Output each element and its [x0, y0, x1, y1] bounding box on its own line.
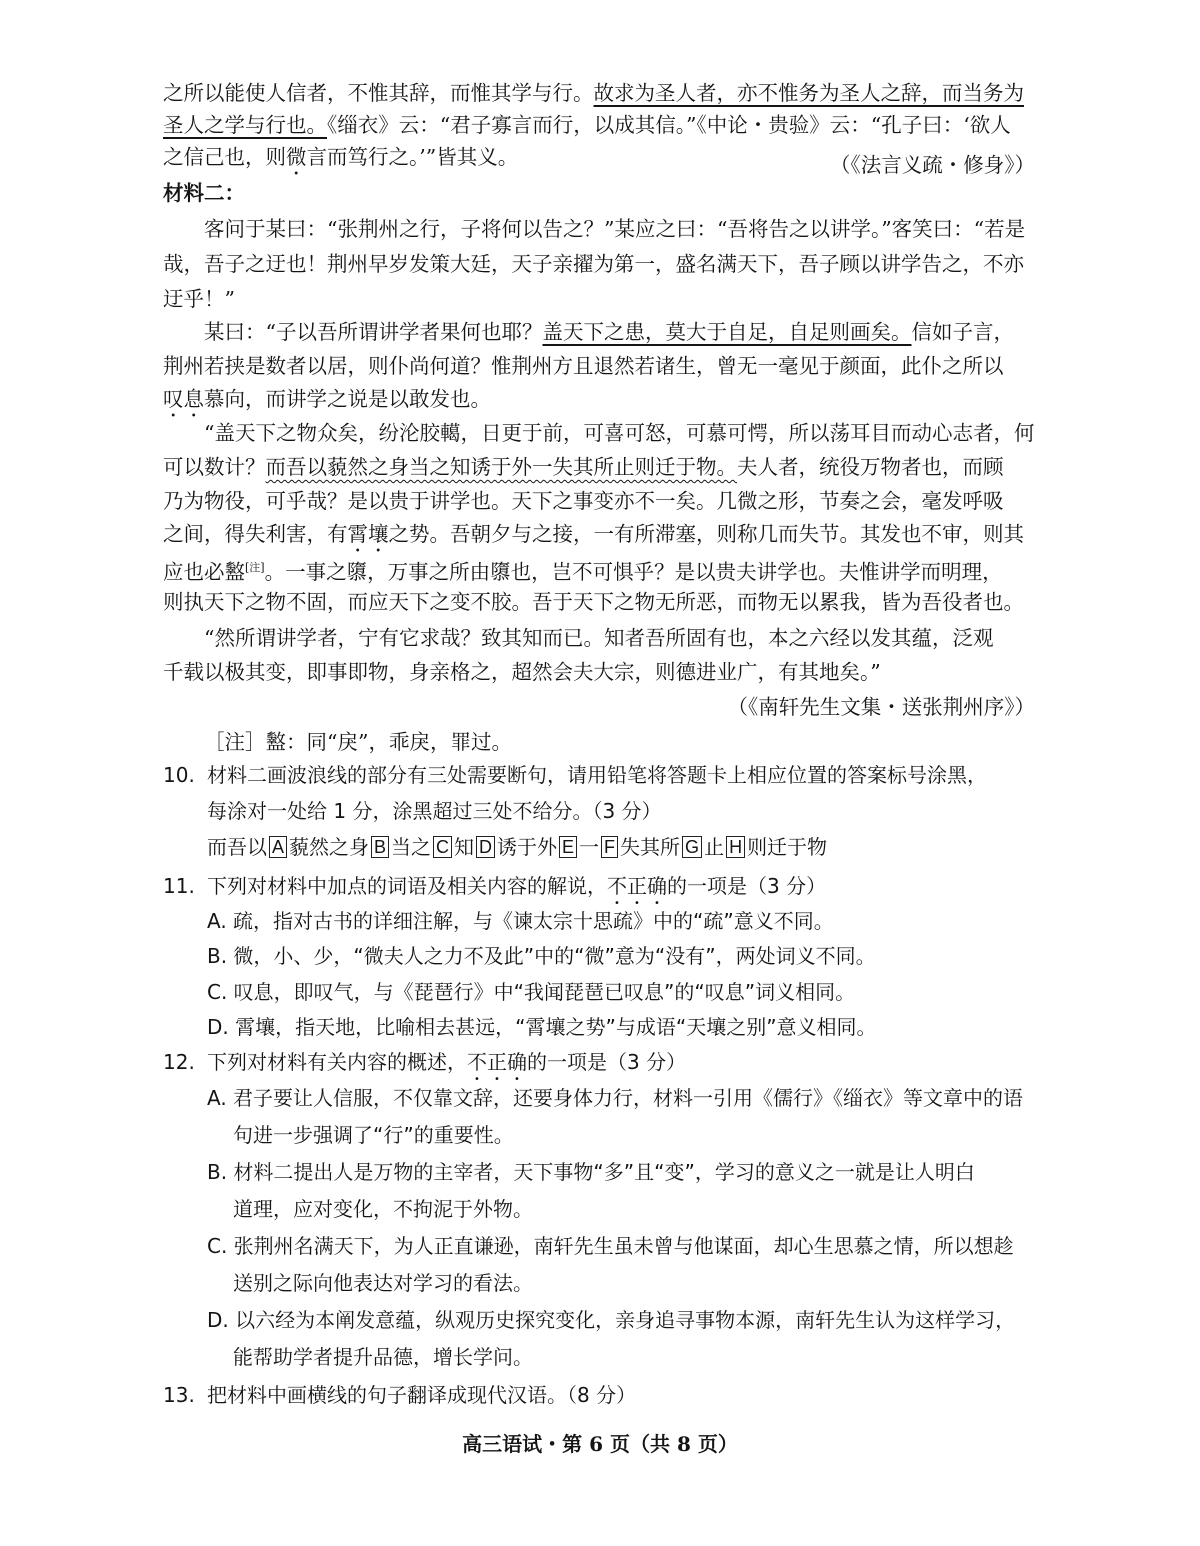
text-segment: 言而笃行之。’”皆其义。 — [306, 145, 519, 169]
dotted-word: 微 — [286, 145, 307, 169]
answer-box-d[interactable]: D — [476, 836, 495, 858]
m2-p2-line-2: 荆州若挟是数者以居，则仆尚何道？惟荆州方且退然若诸生，曾无一毫见于颜面，此仆之所以 — [163, 354, 1004, 378]
text-segment: 《缁衣》云：“君子寡言而行，以成其信。”《中论・贵验》云：“孔子曰：‘欲人 — [327, 113, 1011, 137]
m2-p3-line-6: 则执天下之物不固，而应天下之变不胶。吾于天下之物无所恶，而物无以累我，皆为吾役者也。 — [163, 590, 1024, 614]
q12-option-d-line-1: D. 以六经为本阐发意蕴，纵观历史探究变化，亲身追寻事物本源，南轩先生认为这样学习， — [207, 1308, 1016, 1332]
q11-option-d: D. 霄壤，指天地，比喻相去甚远，“霄壤之势”与成语“天壤之别”意义相同。 — [207, 1015, 877, 1039]
q12-stem — [207, 1047, 686, 1079]
m2-p2-line-3 — [163, 384, 491, 416]
material1-source: （《法言义疏・修身》） — [830, 153, 1035, 177]
underlined-sentence: 故求为圣人者，亦不惟务为圣人之辞，而当务为 — [593, 81, 1024, 105]
q12-option-d-line-2: 能帮助学者提升品德，增长学问。 — [233, 1345, 533, 1369]
material1-line-3 — [163, 142, 518, 174]
segment-text: 失其所 — [620, 835, 681, 859]
text-segment: 信如子言， — [911, 320, 1014, 344]
text-segment: 应也必盭 — [163, 559, 245, 584]
text-segment: 的一项是（3 分） — [667, 874, 827, 898]
text-segment: 可以数计？ — [163, 455, 266, 479]
wavy-underlined-sentence: 而吾以藐然之身当之知诱于外一失其所止则迁于物。 — [265, 455, 737, 479]
m2-p3-line-2 — [163, 452, 1004, 484]
answer-box-b[interactable]: B — [371, 836, 389, 858]
q10-stem-line-2: 每涂对一处给 1 分，涂黑超过三处不给分。（3 分） — [207, 799, 662, 823]
text-segment: 某曰：“子以吾所谓讲学者果何也耶？ — [204, 320, 543, 344]
m2-p3-line-3: 乃为物役，可乎哉？是以贵于讲学也。天下之事变亦不一矣。几微之形，节奏之会，毫发呼吸 — [163, 489, 1004, 513]
q12-number: 12. — [163, 1050, 195, 1074]
text-segment: 。一事之隳，万事之所由隳也，岂不可惧乎？是以贵夫讲学也。夫惟讲学而明理， — [264, 559, 1003, 584]
dotted-word: 霄壤 — [347, 522, 389, 546]
answer-box-c[interactable]: C — [433, 836, 452, 858]
text-segment: 之所以能使人信者，不惟其辞，而惟其学与行。 — [163, 81, 594, 105]
segment-text: 则迁于物 — [747, 835, 828, 859]
q11-number: 11. — [163, 874, 195, 898]
q10-number: 10. — [163, 763, 195, 787]
text-segment: 之势。吾朝夕与之接，一有所滞塞，则称几而失节。其发也不审，则其 — [388, 522, 1024, 546]
q11-stem — [207, 871, 826, 903]
q13-number: 13. — [163, 1383, 195, 1407]
answer-box-g[interactable]: G — [682, 836, 702, 858]
m2-p3-line-1: “盖天下之物众矣，纷沦胶轕，日更于前，可喜可怒，可慕可愕，所以荡耳目而动心志者，何 — [204, 421, 1035, 445]
text-segment: 之间，得失利害，有 — [163, 522, 348, 546]
q11-option-a: A. 疏，指对古书的详细注解，与《谏太宗十思疏》中的“疏”意义不同。 — [207, 909, 834, 933]
segment-text: 当之 — [391, 835, 432, 859]
material2-source: （《南轩先生文集・送张荆州序》） — [727, 695, 1035, 719]
dotted-word: 不正确 — [467, 1050, 527, 1074]
material2-note: ［注］盭：同“戾”，乖戾，罪过。 — [204, 730, 512, 754]
q11-option-b: B. 微，小、少，“微夫人之力不及此”中的“微”意为“没有”，两处词义不同。 — [207, 944, 876, 968]
text-segment: 下列对材料中加点的词语及相关内容的解说， — [207, 874, 607, 898]
footnote-mark: [注] — [245, 561, 265, 574]
q11-option-c: C. 叹息，即叹气，与《琵琶行》中“我闻琵琶已叹息”的“叹息”词义相同。 — [207, 980, 856, 1004]
segment-text: 藐然之身 — [289, 835, 370, 859]
underlined-sentence: 圣人之学与行也。 — [163, 113, 327, 137]
answer-box-h[interactable]: H — [726, 836, 745, 858]
q10-segment-line — [207, 832, 827, 864]
m2-p4-line-1: “然所谓讲学者，宁有它求哉？致其知而已。知者吾所固有也，本之六经以发其蕴，泛观 — [204, 626, 994, 650]
answer-box-f[interactable]: F — [601, 836, 618, 858]
m2-p3-line-4 — [163, 519, 1024, 551]
q10-stem-line-1: 材料二画波浪线的部分有三处需要断句，请用铅笔将答题卡上相应位置的答案标号涂黑， — [207, 763, 987, 787]
text-segment: 的一项是（3 分） — [527, 1050, 687, 1074]
q12-option-a-line-2: 句进一步强调了“行”的重要性。 — [233, 1123, 514, 1147]
text-segment: 夫人者，统役万物者也，而顾 — [737, 455, 1004, 479]
page-footer: 高三语试・第 6 页（共 8 页） — [462, 1432, 738, 1456]
m2-p4-line-2: 千载以极其变，即事即物，身亲格之，超然会夫大宗，则德进业广，有其地矣。” — [163, 660, 881, 684]
m2-p1-line-3: 迂乎！” — [163, 287, 235, 311]
dotted-word: 叹息 — [163, 387, 204, 411]
segment-text: 一 — [579, 835, 600, 859]
q12-option-a-line-1: A. 君子要让人信服，不仅靠文辞，还要身体力行，材料一引用《儒行》《缁衣》等文章中的语 — [207, 1086, 1024, 1110]
q13-stem: 把材料中画横线的句子翻译成现代汉语。（8 分） — [207, 1383, 637, 1407]
text-segment: 之信己也，则 — [163, 145, 286, 169]
text-segment: 慕向，而讲学之说是以敢发也。 — [204, 387, 491, 411]
m2-p3-line-5 — [163, 553, 1003, 585]
dotted-word: 不正确 — [607, 874, 667, 898]
segment-text: 而吾以 — [207, 835, 267, 859]
material2-heading: 材料二： — [163, 181, 245, 205]
q12-option-c-line-1: C. 张荆州名满天下，为人正直谦逊，南轩先生虽未曾与他谋面，却心生思慕之情，所以想趁 — [207, 1234, 1014, 1258]
material1-line-2 — [163, 110, 1011, 142]
m2-p1-line-2: 哉，吾子之迂也！荆州早岁发策大廷，天子亲擢为第一，盛名满天下，吾子顾以讲学告之，不亦 — [163, 252, 1024, 276]
m2-p2-line-1 — [204, 317, 1014, 349]
segment-text: 知 — [454, 835, 475, 859]
segment-text: 止 — [704, 835, 725, 859]
text-segment: 下列对材料有关内容的概述， — [207, 1050, 467, 1074]
q12-option-c-line-2: 送别之际向他表达对学习的看法。 — [233, 1271, 533, 1295]
q12-option-b-line-2: 道理，应对变化，不拘泥于外物。 — [233, 1197, 533, 1221]
answer-box-a[interactable]: A — [269, 836, 287, 858]
underlined-sentence: 盖天下之患，莫大于自足，自足则画矣。 — [542, 320, 912, 344]
material1-line-1 — [163, 78, 1024, 110]
q12-option-b-line-1: B. 材料二提出人是万物的主宰者，天下事物“多”且“变”，学习的意义之一就是让人明白 — [207, 1160, 975, 1184]
segment-text: 诱于外 — [497, 835, 558, 859]
answer-box-e[interactable]: E — [559, 836, 577, 858]
m2-p1-line-1: 客问于某曰：“张荆州之行，子将何以告之？”某应之曰：“吾将告之以讲学。”客笑曰：“若是 — [204, 217, 1026, 241]
